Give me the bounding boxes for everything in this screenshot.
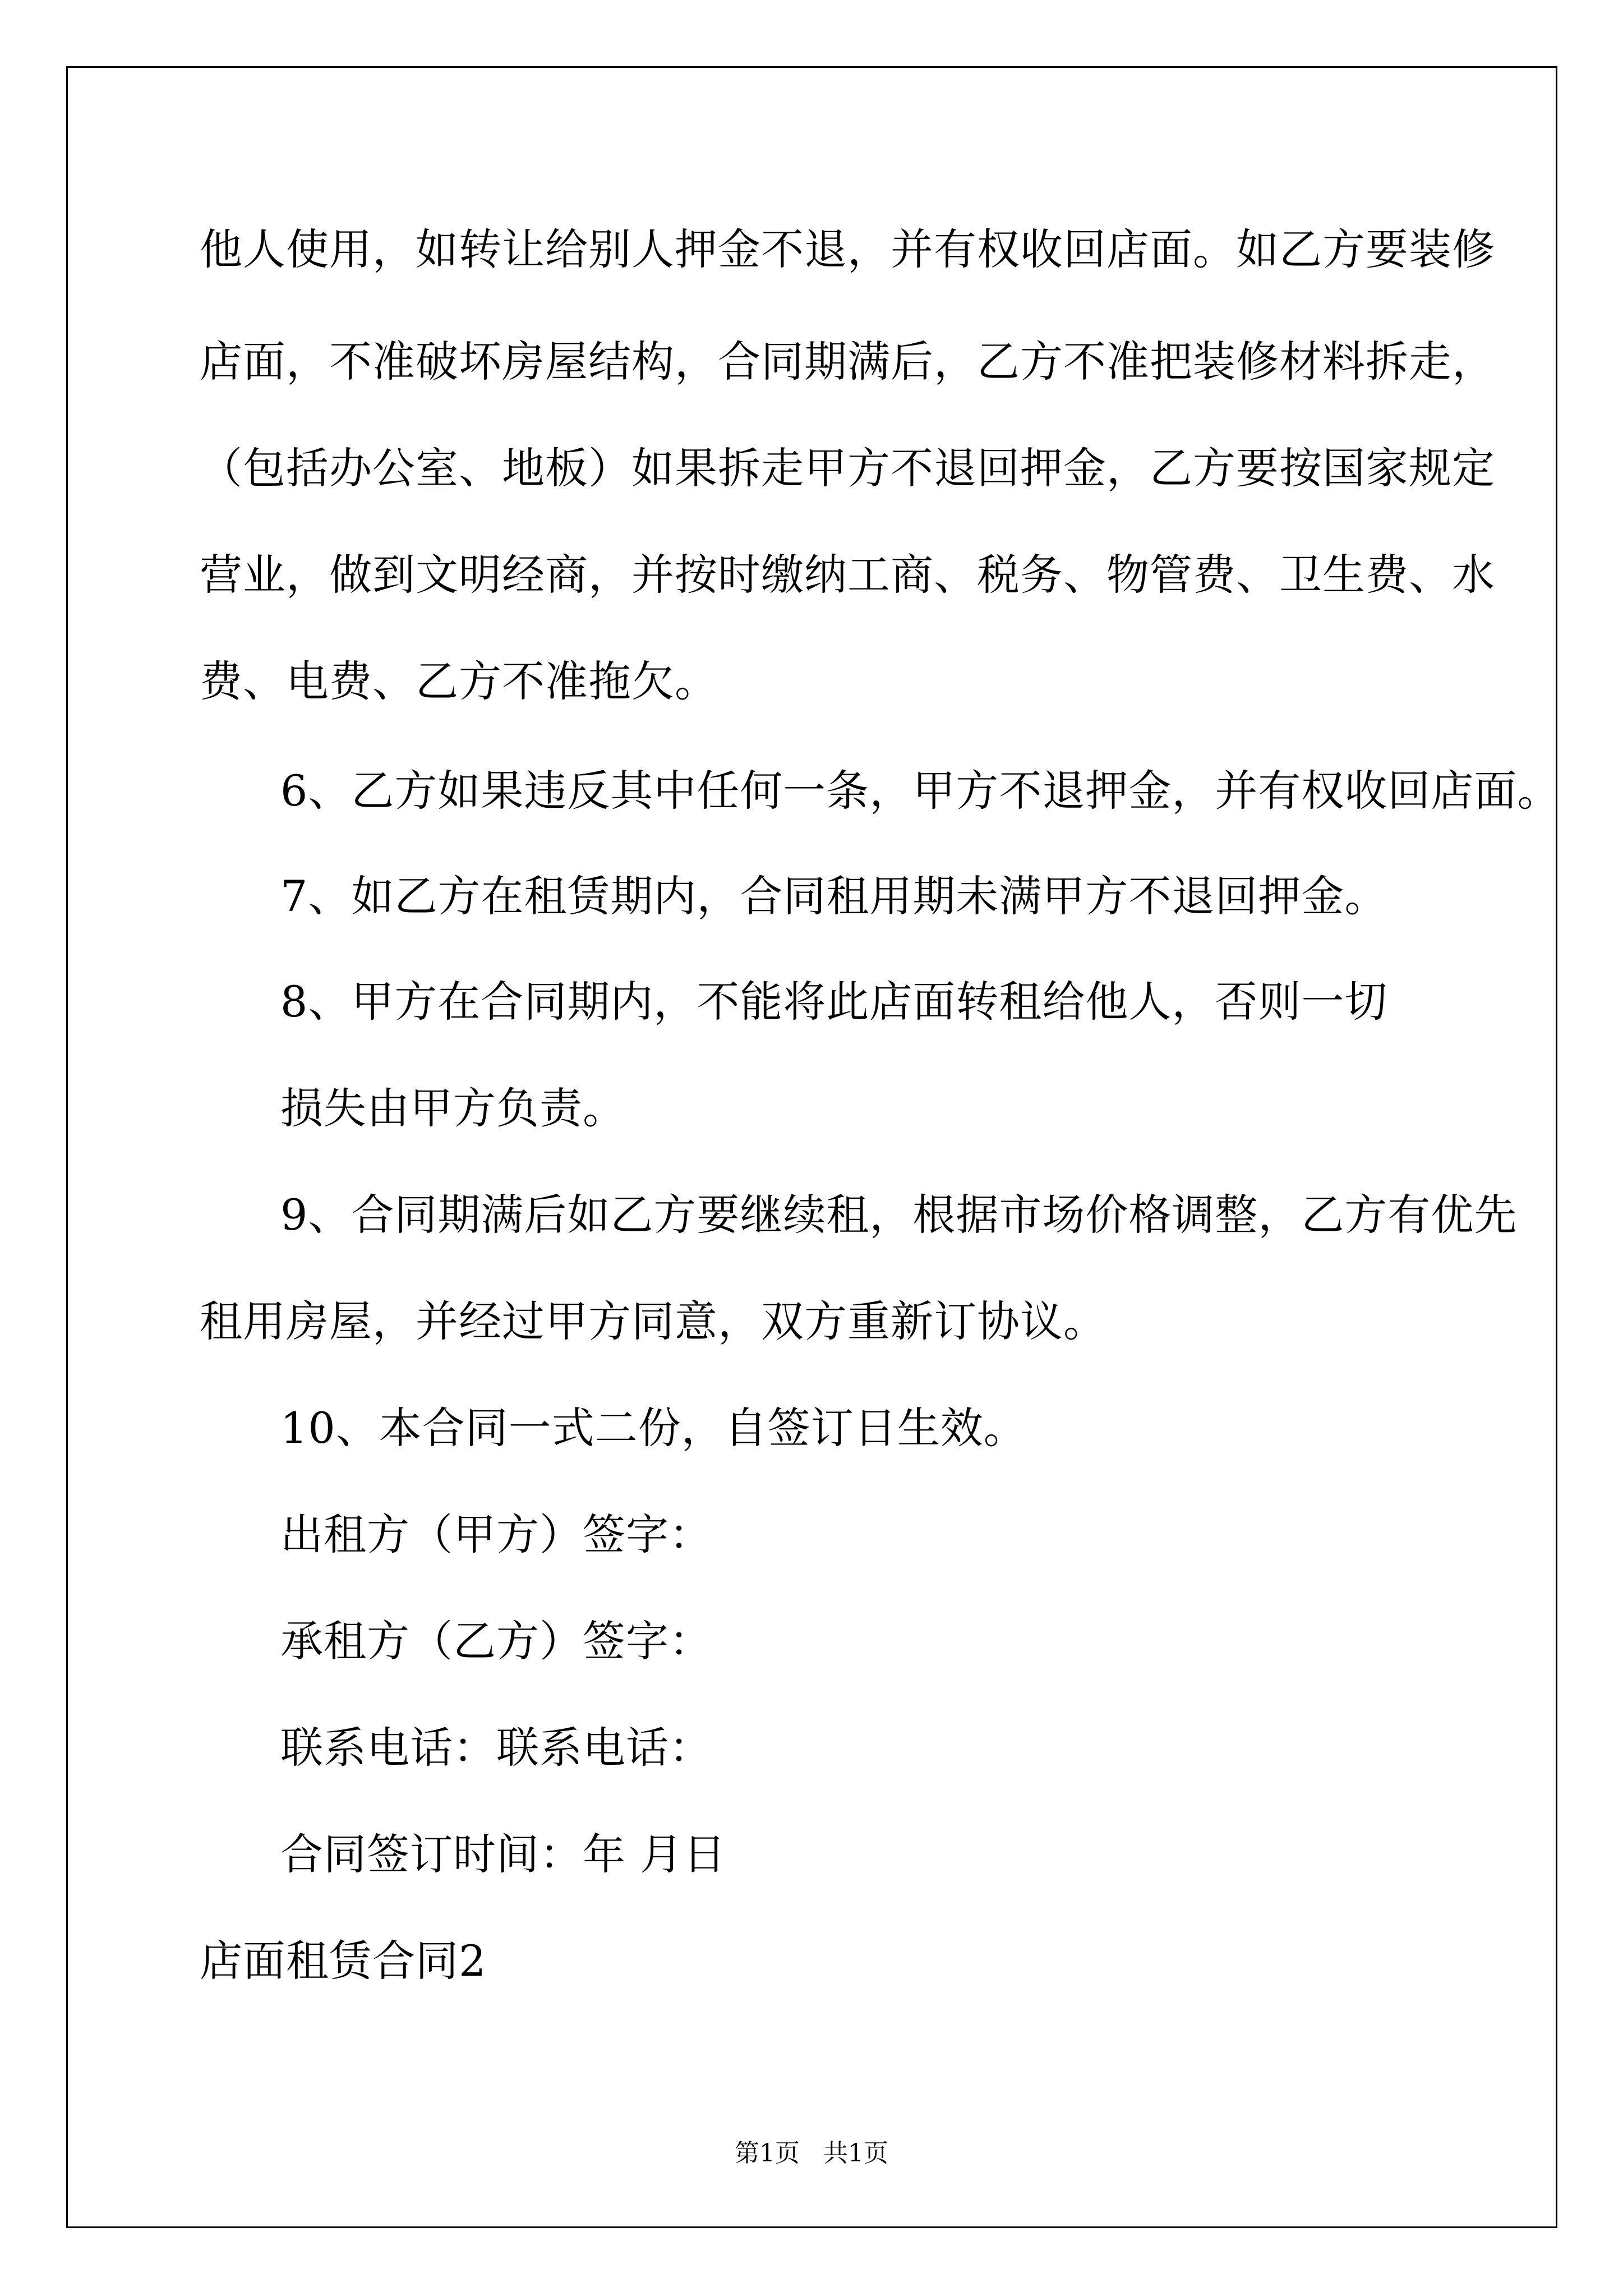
text-line-5: 费、电费、乙方不准拖欠。 <box>200 656 718 706</box>
signing-date-line: 合同签订时间：年 月日 <box>280 1829 727 1879</box>
clause-8-continued: 损失由甲方负责。 <box>280 1083 626 1133</box>
clause-9-continued: 租用房屋，并经过甲方同意，双方重新订协议。 <box>200 1296 1106 1346</box>
clause-10: 10、本合同一式二份，自签订日生效。 <box>280 1403 1027 1453</box>
text-line-4: 营业，做到文明经商，并按时缴纳工商、税务、物管费、卫生费、水 <box>200 550 1495 600</box>
clause-8: 8、甲方在合同期内，不能将此店面转租给他人，否则一切 <box>280 977 1388 1027</box>
text-line-2: 店面，不准破坏房屋结构，合同期满后，乙方不准把装修材料拆走， <box>200 337 1495 386</box>
lessee-signature-line: 承租方（乙方）签字： <box>280 1616 712 1666</box>
clause-9: 9、合同期满后如乙方要继续租，根据市场价格调整，乙方有优先 <box>280 1190 1518 1240</box>
page-border <box>66 66 1557 2228</box>
text-line-3: （包括办公室、地板）如果拆走甲方不退回押金，乙方要按国家规定 <box>200 443 1495 493</box>
contact-phone-line: 联系电话：联系电话： <box>280 1723 712 1773</box>
clause-6: 6、乙方如果违反其中任何一条，甲方不退押金，并有权收回店面。 <box>280 766 1561 816</box>
clause-7: 7、如乙方在租赁期内，合同租用期未满甲方不退回押金。 <box>280 871 1388 921</box>
section-heading: 店面租赁合同2 <box>200 1936 487 1986</box>
lessor-signature-line: 出租方（甲方）签字： <box>280 1510 712 1559</box>
page-footer: 第1页 共1页 <box>735 2139 888 2168</box>
text-line-1: 他人使用，如转让给别人押金不退，并有权收回店面。如乙方要装修 <box>200 224 1495 274</box>
